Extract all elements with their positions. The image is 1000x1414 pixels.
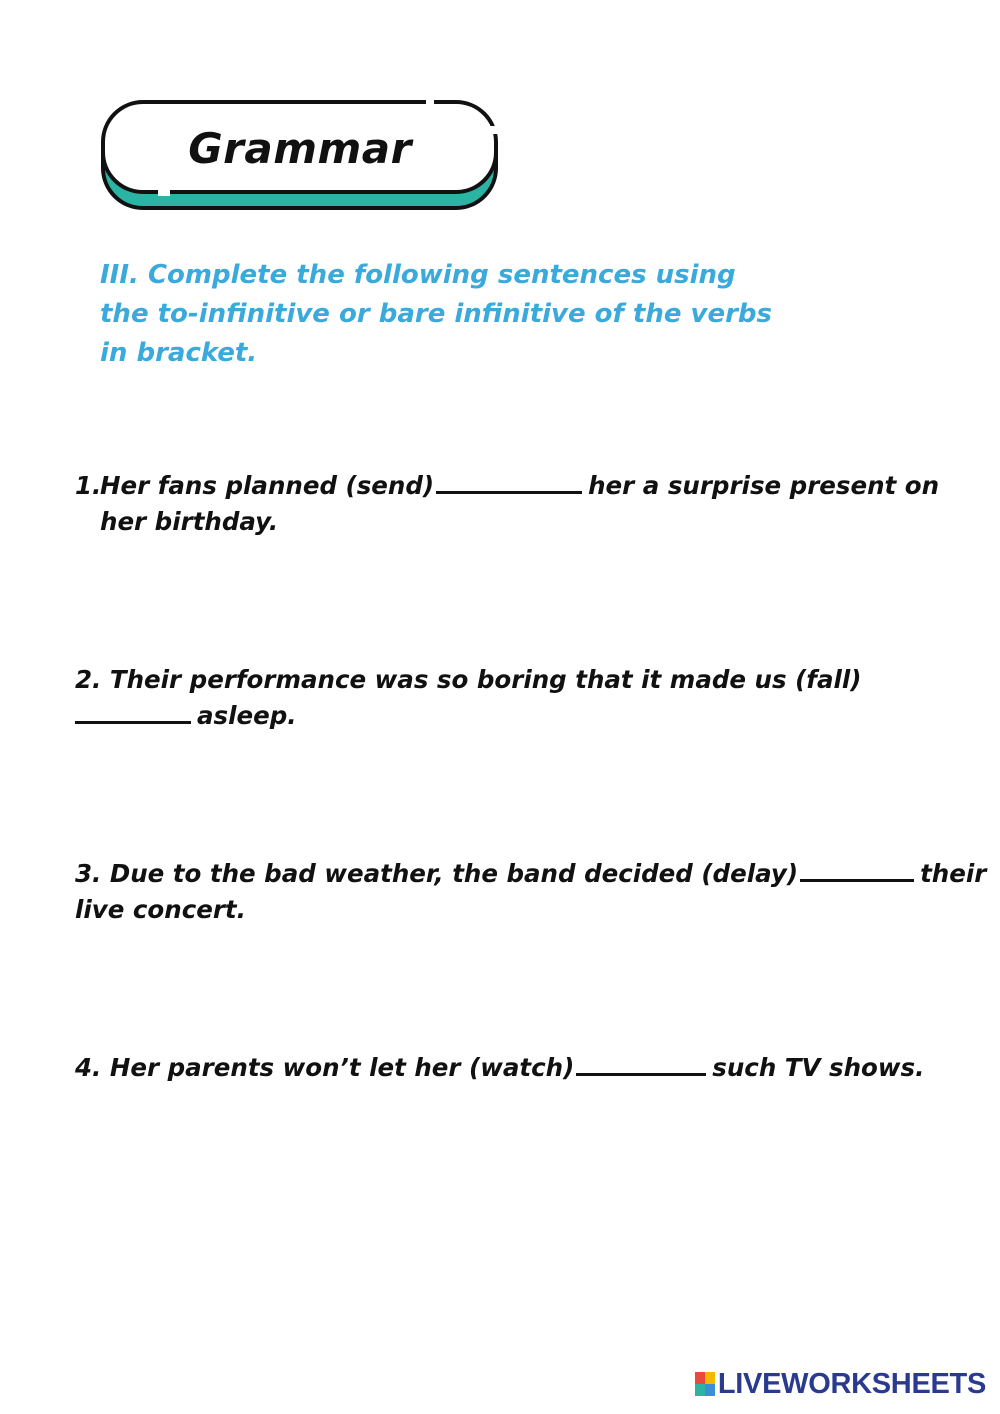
question-text-continuation: her birthday.	[100, 507, 279, 536]
instruction-line: the to-infinitive or bare infinitive of the verbs	[100, 299, 773, 329]
logo-mark-icon	[695, 1372, 715, 1396]
answer-blank[interactable]	[75, 699, 191, 724]
liveworksheets-logo	[695, 1364, 986, 1404]
question-number: 1.	[75, 471, 102, 500]
question-text-after: her a surprise present on	[588, 471, 940, 500]
question-2	[75, 662, 975, 734]
question-text-after: asleep.	[197, 701, 297, 730]
logo-text: LIVEWORKSHEETS	[717, 1367, 986, 1400]
answer-blank[interactable]	[800, 857, 914, 882]
question-4	[75, 1050, 975, 1086]
answer-blank[interactable]	[576, 1051, 706, 1076]
page-title: Grammar	[188, 124, 412, 173]
question-3	[75, 856, 987, 928]
answer-blank[interactable]	[436, 469, 582, 494]
question-text-continuation: live concert.	[75, 895, 246, 924]
question-text-after: their	[920, 859, 987, 888]
question-text-before: Her fans planned (send)	[100, 471, 435, 500]
question-text-after: such TV shows.	[712, 1053, 925, 1082]
instruction-line: III. Complete the following sentences using	[100, 260, 736, 290]
instruction-line: in bracket.	[100, 338, 258, 368]
question-text-before: 4. Her parents won’t let her (watch)	[75, 1053, 575, 1082]
question-text-before: 3. Due to the bad weather, the band decided (delay)	[75, 859, 799, 888]
instruction-text	[100, 256, 820, 373]
question-text-before: 2. Their performance was so boring that it made us (fall)	[75, 665, 862, 694]
question-1	[75, 468, 975, 540]
title-badge	[100, 100, 500, 212]
